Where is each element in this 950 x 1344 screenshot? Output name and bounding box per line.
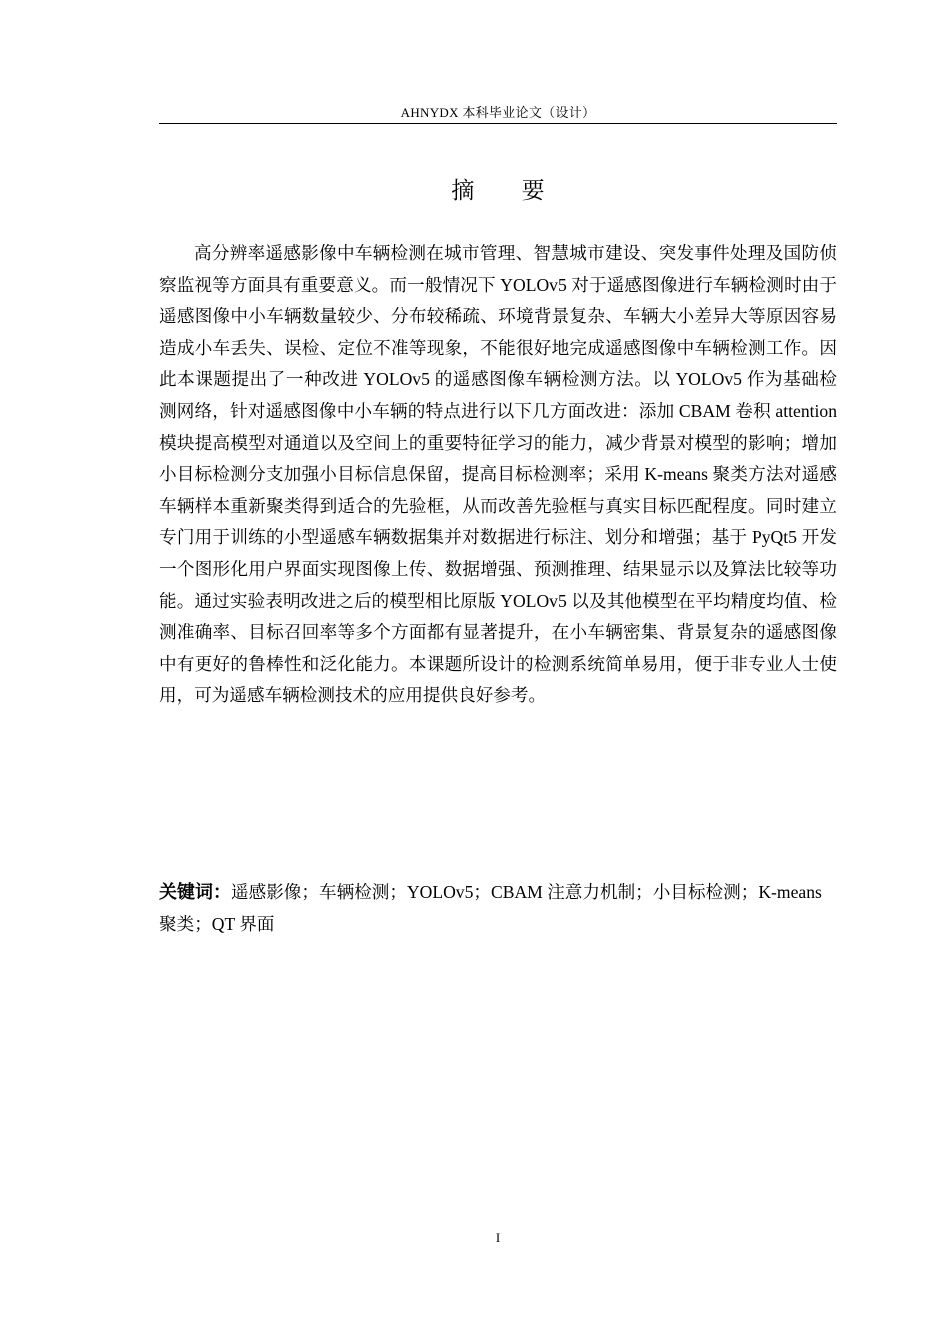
abstract-heading: 摘 要 bbox=[451, 178, 565, 204]
header-rule bbox=[159, 123, 837, 124]
keywords-label: 关键词： bbox=[159, 882, 231, 903]
keywords-paragraph bbox=[159, 877, 837, 940]
page-number: I bbox=[495, 1230, 501, 1245]
abstract-body: 高分辨率遥感影像中车辆检测在城市管理、智慧城市建设、突发事件处理及国防侦察监视等方面具有重要意义。而一般情况下 YOLOv5 对于遥感图像进行车辆检测时由于遥感图像中小车辆数量较少、分布较稀疏、环境背景复杂、车辆大小差异大等原因容易造成小车丢失、误检、定位不准等现象，不能很好地完成遥感图像中车辆检测工作。因此本课题提出了一种改进 YOLOv5 的遥感图像车辆检测方法。以 YOLOv5 作为基础检测网络，针对遥感图像中小车辆的特点进行以下几方面改进：添加 CBAM 卷积 attention 模块提高模型对通道以及空间上的重要特征学习的能力，减少背景对模型的影响；增加小目标检测分支加强小目标信息保留，提高目标检测率；采用 K-means 聚类方法对遥感车辆样本重新聚类得到适合的先验框，从而改善先验框与真实目标匹配程度。同时建立专门用于训练的小型遥感车辆数据集并对数据进行标注、划分和增强；基于 PyQt5 开发一个图形化用户界面实现图像上传、数据增强、预测推理、结果显示以及算法比较等功能。通过实验表明改进之后的模型相比原版 YOLOv5 以及其他模型在平均精度均值、检测准确率、目标召回率等多个方面都有显著提升，在小车辆密集、背景复杂的遥感图像中有更好的鲁棒性和泛化能力。本课题所设计的检测系统简单易用，便于非专业人士使用，可为遥感车辆检测技术的应用提供良好参考。 bbox=[159, 243, 837, 706]
page-header: AHNYDX 本科毕业论文（设计） bbox=[400, 105, 596, 120]
keywords-text: 遥感影像；车辆检测；YOLOv5；CBAM 注意力机制；小目标检测；K-means 聚类；QT 界面 bbox=[159, 882, 822, 934]
